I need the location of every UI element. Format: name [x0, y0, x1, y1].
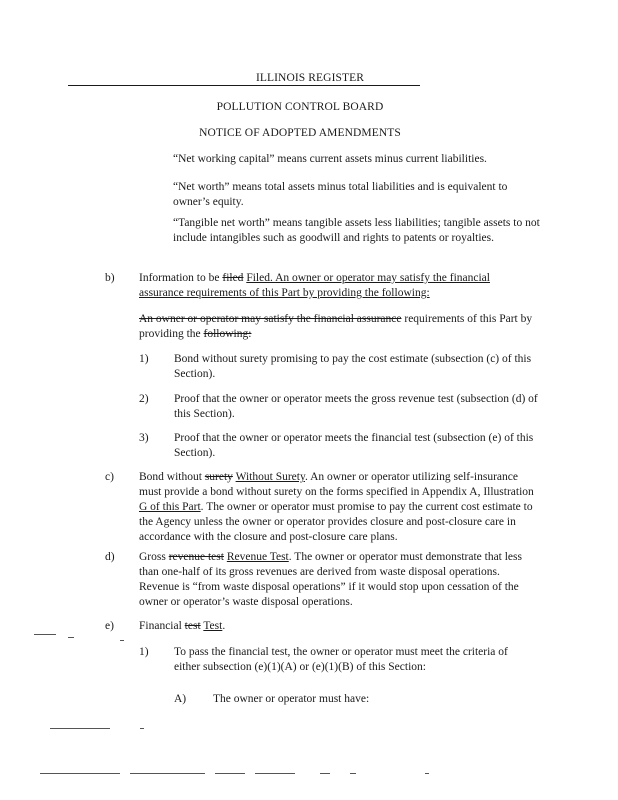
- section-c-label: c): [105, 471, 114, 483]
- board-title: POLLUTION CONTROL BOARD: [216, 101, 384, 113]
- item-e1-text: To pass the financial test, the owner or operator must meet the criteria of either subsection (e)(1)(A) or (e)(1)(B) of this Section:: [174, 646, 508, 673]
- scan-mark: [140, 728, 144, 729]
- section-b-label: b): [105, 272, 115, 284]
- scan-mark: [130, 773, 205, 774]
- section-d-label: d): [105, 551, 115, 563]
- section-b-text: Information to be: [139, 272, 223, 284]
- intro-mid: requirements of this Part by providing the: [139, 313, 533, 340]
- section-e-label: e): [105, 620, 114, 632]
- struck-filed: filed: [222, 272, 244, 284]
- section-e-text-b: .: [222, 620, 226, 632]
- section-b-intro: [139, 312, 539, 342]
- section-d-struck: revenue test: [168, 551, 224, 563]
- item-b2-text: Proof that the owner or operator meets the gross revenue test (subsection (d) of this Section).: [174, 393, 538, 420]
- struck-following: following:: [203, 328, 252, 340]
- section-b-underlined: Filed. An owner or operator may satisfy the financial assurance requirements of this Part by providing the following:: [139, 272, 490, 299]
- section-c-underlined: Without Surety: [235, 471, 305, 483]
- item-e1-label: 1): [139, 646, 149, 658]
- scan-mark: [40, 773, 120, 774]
- item-e1a-label: A): [174, 693, 187, 705]
- section-d-text: [139, 550, 541, 610]
- definition-net-worth: “Net worth” means total assets minus total liabilities and is equivalent to owner’s equity.: [173, 181, 508, 208]
- section-c-struck: surety: [204, 471, 233, 483]
- scan-mark: [68, 637, 74, 638]
- notice-title: NOTICE OF ADOPTED AMENDMENTS: [199, 127, 401, 139]
- section-e-struck: test: [184, 620, 201, 632]
- section-d-underlined: Revenue Test: [226, 551, 289, 563]
- scan-mark: [34, 634, 56, 635]
- item-b3-label: 3): [139, 432, 149, 444]
- struck-intro: An owner or operator may satisfy the financial assurance: [139, 313, 402, 325]
- item-b3-text: Proof that the owner or operator meets the financial test (subsection (e) of this Section).: [174, 432, 534, 459]
- scan-mark: [50, 728, 110, 729]
- section-d-text-b: . The owner or operator must demonstrate that less than one-half of its gross revenues are derived from waste disposal operations. Revenue is “from waste disposal operations” if it would stop upon cessation of the owner or operator’s waste disposal operations.: [139, 551, 522, 608]
- section-c-text-c: . The owner or operator must promise to pay the current cost estimate to the Agency unless the owner or operator provides closure and post-closure care in accordance with the closure and post-closure care plans.: [139, 501, 533, 543]
- item-b1-text: Bond without surety promising to pay the cost estimate (subsection (c) of this Section).: [174, 353, 532, 380]
- register-title: ILLINOIS REGISTER: [255, 72, 365, 84]
- section-b-heading: [139, 271, 529, 301]
- item-e1a-text: The owner or operator must have:: [213, 693, 370, 705]
- scan-mark: [425, 773, 429, 774]
- item-b2-label: 2): [139, 393, 149, 405]
- section-d-text-a: Gross: [139, 551, 169, 563]
- definition-net-working-capital: “Net working capital” means current assets minus current liabilities.: [173, 153, 487, 165]
- scan-mark: [255, 773, 295, 774]
- scan-mark: [120, 640, 124, 641]
- scan-mark: [320, 773, 330, 774]
- scan-mark: [215, 773, 245, 774]
- item-b1-label: 1): [139, 353, 149, 365]
- section-c-text: [139, 470, 541, 545]
- section-e-text-a: Financial: [139, 620, 185, 632]
- section-c-underlined-b: G of this Part: [139, 501, 201, 513]
- section-c-text-b: . An owner or operator utilizing self-insurance must provide a bond without surety on the forms specified in Appendix A, Illustration: [139, 471, 534, 498]
- definition-tangible-net-worth: “Tangible net worth” means tangible assets less liabilities; tangible assets to not include intangibles such as goodwill and rights to patents or royalties.: [173, 217, 540, 244]
- scan-mark: [350, 773, 356, 774]
- section-e-underlined: Test: [203, 620, 223, 632]
- section-e-heading: [139, 619, 439, 634]
- section-c-text-a: Bond without: [139, 471, 205, 483]
